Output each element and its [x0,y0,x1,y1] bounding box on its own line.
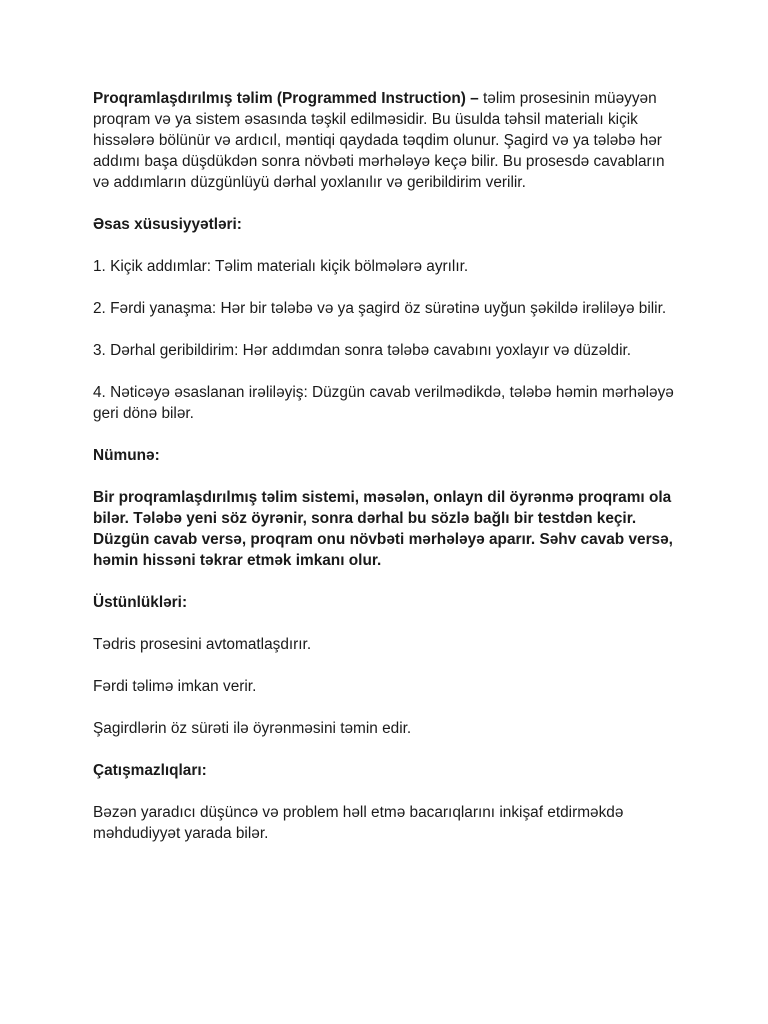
example-heading: Nümunə: [93,447,160,464]
feature-item-1: 1. Kiçik addımlar: Təlim materialı kiçik bölmələrə ayrılır. [93,258,469,275]
advantage-item-2: Fərdi təlimə imkan verir. [93,678,257,695]
feature-item-3: 3. Dərhal geribildirim: Hər addımdan sonra tələbə cavabını yoxlayır və düzəldir. [93,342,632,359]
intro-term: Proqramlaşdırılmış təlim (Programmed Instruction) – [93,90,479,107]
feature-item-2: 2. Fərdi yanaşma: Hər bir tələbə və ya şagird öz sürətinə uyğun şəkildə irəliləyə bilir. [93,300,667,317]
example-text: Bir proqramlaşdırılmış təlim sistemi, məsələn, onlayn dil öyrənmə proqramı ola bilər. Tələbə yeni söz öyrənir, sonra dərhal bu sözlə bağlı bir testdən keçir. Düzgün cavab versə, proqram onu növbəti mərhələyə aparır. Səhv cavab versə, həmin hissəni təkrar etmək imkanı olur. [93,489,673,569]
intro-paragraph [93,88,683,193]
document-page [93,88,683,865]
disadvantages-heading: Çatışmazlıqları: [93,762,207,779]
advantage-item-3: Şagirdlərin öz sürəti ilə öyrənməsini təmin edir. [93,720,412,737]
feature-item-4: 4. Nəticəyə əsaslanan irəliləyiş: Düzgün cavab verilmədikdə, tələbə həmin mərhələyə geri dönə bilər. [93,384,674,422]
intro-text: təlim prosesinin müəyyən proqram və ya sistem əsasında təşkil edilməsidir. Bu üsulda təhsil materialı kiçik hissələrə bölünür və ardıcıl, məntiqi qaydada təqdim olunur. Şagird və ya tələbə hər addımı başa düşdükdən sonra növbəti mərhələyə keçə bilir. Bu prosesdə cavabların və addımların düzgünlüyü dərhal yoxlanılır və geribildirim verilir. [93,90,665,191]
advantages-heading: Üstünlükləri: [93,594,188,611]
advantage-item-1: Tədris prosesini avtomatlaşdırır. [93,636,312,653]
features-heading: Əsas xüsusiyyətləri: [93,216,242,233]
disadvantage-item-1: Bəzən yaradıcı düşüncə və problem həll etmə bacarıqlarını inkişaf etdirməkdə məhdudiyyət yarada bilər. [93,804,624,842]
